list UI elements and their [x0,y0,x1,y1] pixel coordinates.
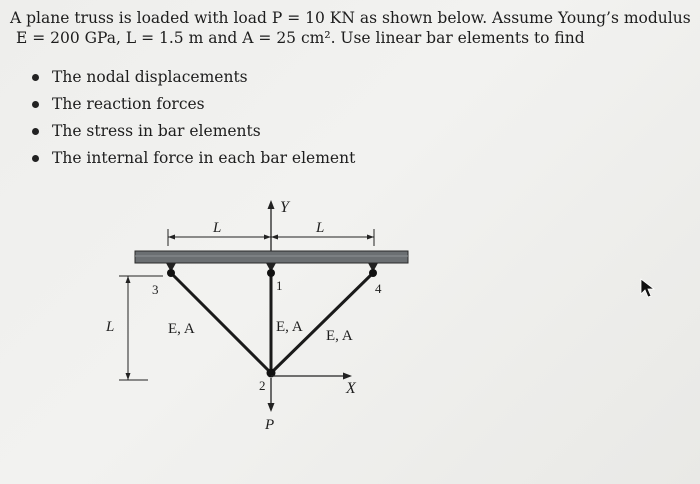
node-label-1: 1 [276,278,283,293]
problem-line-2: E = 200 GPa, L = 1.5 m and A = 25 cm². Use linear bar elements to find [16,29,585,47]
node-label-4: 4 [375,281,382,296]
dimension-label-right: L [316,220,325,236]
dimension-arrow [126,276,131,283]
load-arrow-head [268,403,275,412]
mouse-cursor-icon [640,278,656,298]
bar-label-left: E, A [168,321,195,337]
dimension-label-height: L [106,319,115,335]
task-item: The stress in bar elements [30,120,355,147]
y-axis-label: Y [280,199,289,216]
fixed-support-beam [135,251,408,263]
problem-line-1: A plane truss is loaded with load P = 10 KN as shown below. Assume Young’s modulus [10,9,691,27]
bar-label-right: E, A [326,328,353,344]
dimension-label-left: L [213,220,222,236]
dimension-arrow [264,235,271,240]
node-3 [167,269,175,277]
task-item: The reaction forces [30,93,355,120]
load-label: P [265,417,275,433]
dimension-arrow [271,235,278,240]
task-item: The internal force in each bar element [30,147,355,174]
y-axis-arrow [268,200,275,209]
node-4 [369,269,377,277]
dimension-arrow [367,235,374,240]
x-axis-label: X [346,380,356,397]
node-1 [267,269,275,277]
x-axis-arrow [343,373,352,380]
node-label-3: 3 [152,282,159,297]
task-item: The nodal displacements [30,66,355,93]
node-label-2: 2 [259,378,266,393]
dimension-arrow [126,373,131,380]
bar-label-middle: E, A [276,319,303,335]
dimension-arrow [168,235,175,240]
